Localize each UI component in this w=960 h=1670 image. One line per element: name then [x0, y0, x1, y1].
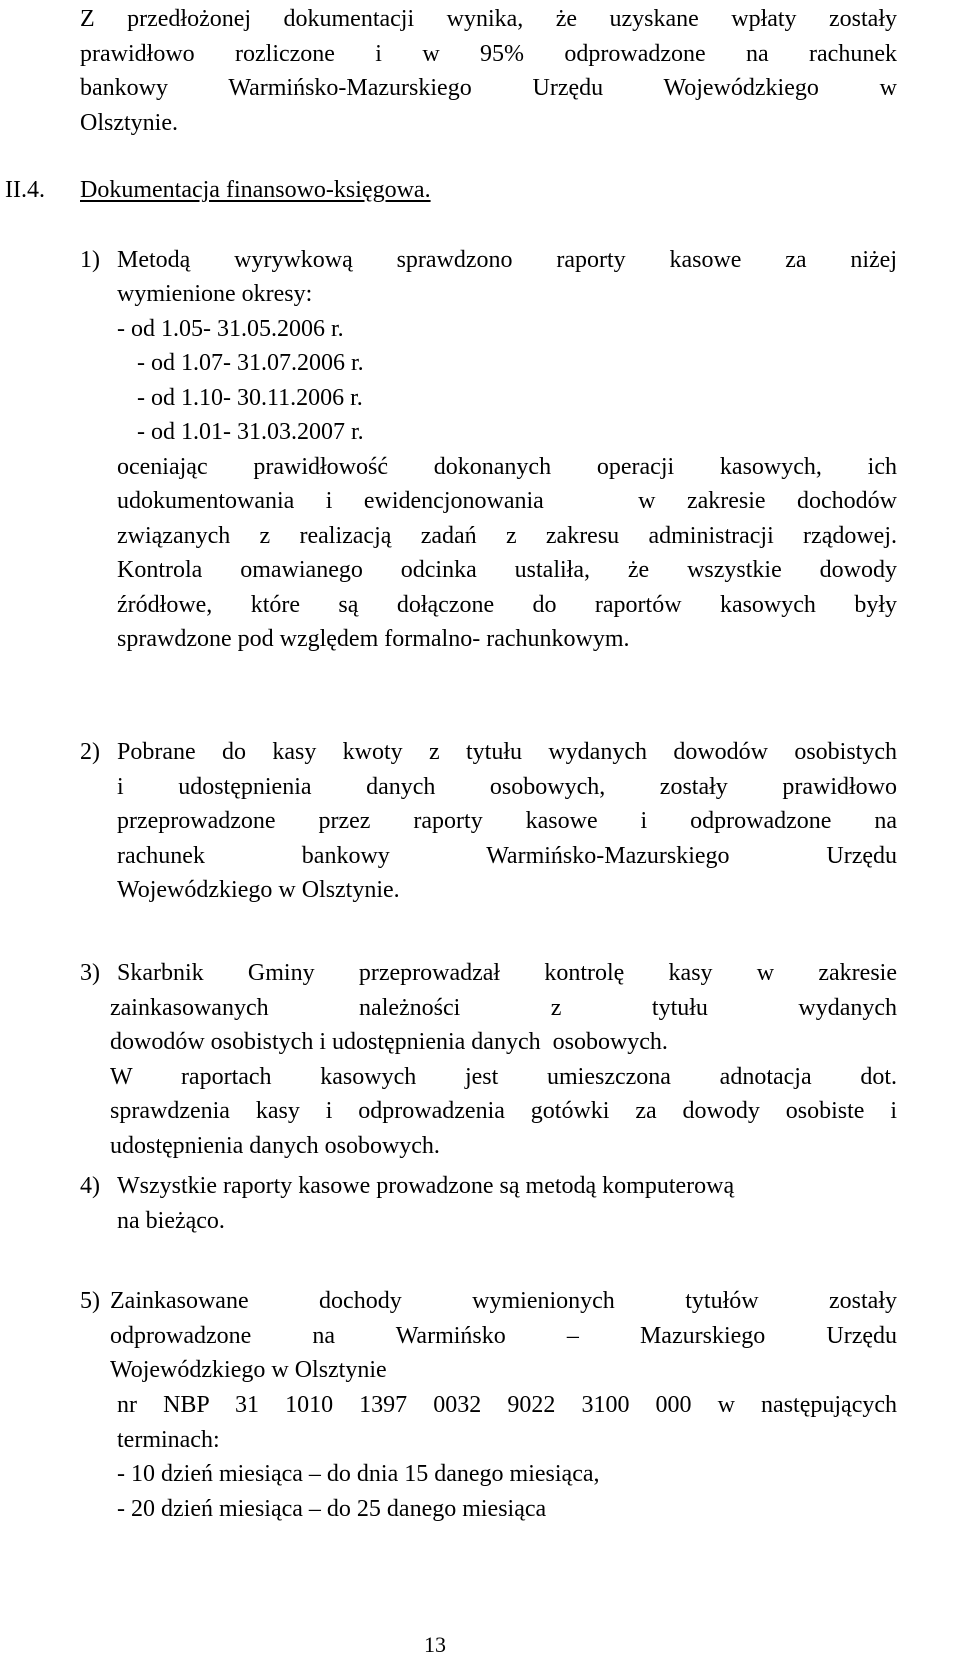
item-2-number: 2): [80, 739, 100, 765]
item-4-text: [117, 1169, 897, 1238]
item-1-body: [117, 277, 897, 657]
item-4-line: na bieżąco.: [117, 1207, 225, 1234]
section-number: II.4.: [5, 177, 45, 203]
deadline-item: - 20 dzień miesiąca – do 25 danego miesiąca: [117, 1495, 547, 1522]
item-2-line: rachunek bankowy Warmińsko-Mazurskiego Urzędu: [117, 842, 897, 869]
item-5-line: terminach:: [117, 1426, 220, 1453]
item-5-line: Wojewódzkiego w Olsztynie: [110, 1357, 387, 1383]
intro-paragraph: [80, 2, 897, 140]
item-3-line: udostępnienia danych osobowych.: [110, 1132, 440, 1159]
item-3-line: zainkasowanych należności z tytułu wydanych: [110, 994, 897, 1021]
bank-account-line: nr NBP 31 1010 1397 0032 9022 3100 000 w następujących: [117, 1392, 897, 1418]
item-5-line: odprowadzone na Warmińsko – Mazurskiego Urzędu: [110, 1322, 897, 1349]
item-1-line: wymienione okresy:: [117, 281, 313, 307]
item-2-line: przeprowadzone przez raporty kasowe i odprowadzone na: [117, 808, 897, 834]
item-3-number: 3): [80, 960, 100, 986]
deadline-item: - 10 dzień miesiąca – do dnia 15 danego miesiąca,: [117, 1461, 600, 1487]
intro-line: bankowy Warmińsko-Mazurskiego Urzędu Wojewódzkiego w: [80, 75, 897, 101]
item-1-line: oceniając prawidłowość dokonanych operacji kasowych, ich: [117, 453, 897, 480]
date-range: - od 1.07- 31.07.2006 r.: [137, 350, 364, 376]
intro-line: Olsztynie.: [80, 109, 178, 136]
date-range: - od 1.05- 31.05.2006 r.: [117, 315, 344, 342]
section-title: Dokumentacja finansowo-księgowa.: [80, 177, 431, 203]
item-3-line: sprawdzenia kasy i odprowadzenia gotówki za dowody osobiste i: [110, 1098, 897, 1124]
page-number: 13: [424, 1632, 446, 1657]
item-2-text: [117, 735, 897, 908]
item-1-line: związanych z realizacją zadań z zakresu administracji rządowej.: [117, 522, 897, 549]
item-2-line: i udostępnienia danych osobowych, zostały prawidłowo: [117, 773, 897, 800]
item-1-line: Metodą wyrywkową sprawdzono raporty kasowe za niżej: [117, 247, 897, 273]
item-4-number: 4): [80, 1173, 100, 1199]
item-1-line: udokumentowania i ewidencjonowania w zakresie dochodów: [117, 488, 897, 514]
item-3-line: dowodów osobistych i udostępnienia danych osobowych.: [110, 1029, 668, 1055]
item-5-number: 5): [80, 1288, 100, 1314]
date-range: - od 1.01- 31.03.2007 r.: [137, 419, 364, 445]
item-1-line: sprawdzone pod względem formalno- rachunkowym.: [117, 626, 630, 652]
item-3-line: W raportach kasowych jest umieszczona adnotacja dot.: [110, 1063, 897, 1090]
item-2-line: Wojewódzkiego w Olsztynie.: [117, 877, 400, 903]
item-1-line: źródłowe, które są dołączone do raportów kasowych były: [117, 591, 897, 618]
item-5-text: [110, 1284, 897, 1388]
item-2-line: Pobrane do kasy kwoty z tytułu wydanych dowodów osobistych: [117, 739, 897, 765]
intro-line: Z przedłożonej dokumentacji wynika, że uzyskane wpłaty zostały: [80, 6, 897, 32]
intro-line: prawidłowo rozliczone i w 95% odprowadzone na rachunek: [80, 40, 897, 67]
item-5-line: Zainkasowane dochody wymienionych tytułów zostały: [110, 1288, 897, 1314]
item-1-text: [117, 243, 897, 278]
item-4-line: Wszystkie raporty kasowe prowadzone są metodą komputerową: [117, 1173, 735, 1199]
item-3-text: [110, 956, 897, 1163]
item-5-account: [117, 1388, 897, 1526]
item-1-number: 1): [80, 247, 100, 273]
date-range: - od 1.10- 30.11.2006 r.: [137, 384, 363, 411]
item-3-line: Skarbnik Gminy przeprowadzał kontrolę kasy w zakresie: [117, 960, 897, 986]
item-1-line: Kontrola omawianego odcinka ustaliła, że wszystkie dowody: [117, 557, 897, 583]
